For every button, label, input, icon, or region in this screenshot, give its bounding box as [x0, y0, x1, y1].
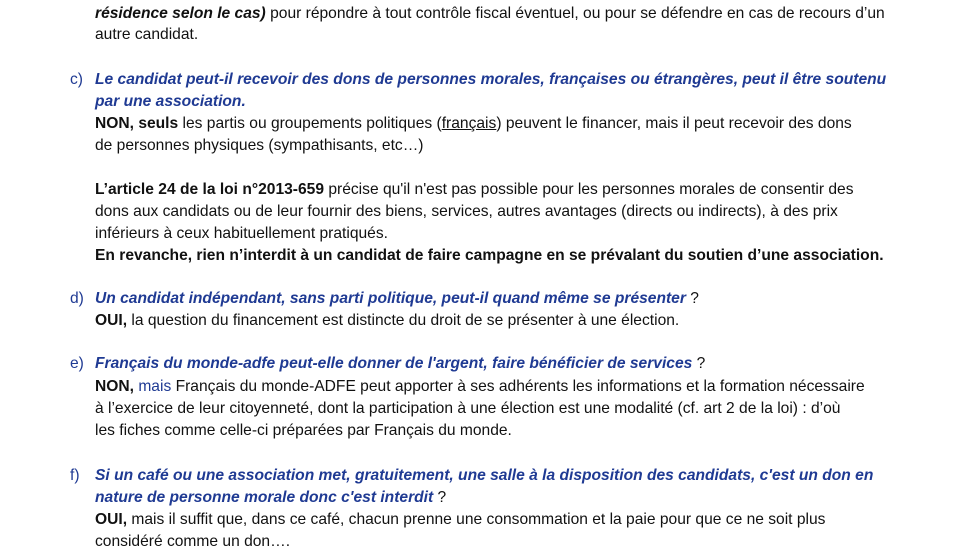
section-e-question: [95, 354, 705, 374]
section-c-article-line-1: [95, 180, 854, 200]
section-c-article-line-2: dons aux candidats ou de leur fournir des biens, services, autres avantages (directs ou indirects), à des prix: [95, 203, 838, 220]
section-c-conclusion: En revanche, rien n’interdit à un candidat de faire campagne en se prévalant du soutien d’une association.: [95, 247, 884, 264]
answer-keyword: OUI,: [95, 511, 128, 528]
intro-text: pour répondre à tout contrôle fiscal éventuel, ou pour se défendre en cas de recours d’un: [265, 5, 885, 22]
section-f-answer-line-2: considéré comme un don….: [95, 533, 291, 550]
question-text: nature de personne morale donc c'est interdit: [95, 489, 434, 506]
section-e-letter: e): [70, 355, 84, 372]
answer-text: mais il suffit que, dans ce café, chacun prenne une consommation et la paie pour que ce ne soit plus: [127, 511, 826, 528]
article-reference: L’article 24 de la loi n°2013-659: [95, 181, 325, 198]
question-text: Un candidat indépendant, sans parti politique, peut-il quand même se présenter: [95, 290, 686, 307]
section-c-question-line-2: par une association.: [95, 93, 246, 110]
section-c-answer-line-1: [95, 114, 852, 134]
section-c-answer-line-2: de personnes physiques (sympathisants, etc…): [95, 137, 424, 154]
section-c-question-line-1: Le candidat peut-il recevoir des dons de personnes morales, françaises ou étrangères, peut il être soutenu: [95, 71, 887, 88]
section-e-answer-line-2: à l’exercice de leur citoyenneté, dont la participation à une élection est une modalité (cf. art 2 de la loi) : d’où: [95, 400, 841, 417]
question-mark: ?: [433, 489, 447, 506]
intro-line-2: autre candidat.: [95, 26, 199, 43]
intro-italic-text: résidence selon le cas): [95, 5, 266, 22]
section-d-letter: d): [70, 290, 84, 307]
answer-keyword: NON, seuls: [95, 115, 179, 132]
section-f-question-line-1: Si un café ou une association met, gratuitement, une salle à la disposition des candidats, c'est un don en: [95, 467, 874, 484]
question-text: Français du monde-adfe peut-elle donner de l'argent, faire bénéficier de services: [95, 355, 693, 372]
intro-line-1: [95, 4, 885, 24]
section-f-answer-line-1: [95, 510, 825, 530]
answer-text-end: ) peuvent le financer, mais il peut recevoir des dons: [496, 115, 852, 132]
answer-keyword: NON,: [95, 378, 134, 395]
question-mark: ?: [685, 290, 699, 307]
answer-text: les partis ou groupements politiques (: [178, 115, 442, 132]
section-c-article-line-3: inférieurs à ceux habituellement pratiqués.: [95, 225, 388, 242]
section-c-letter: c): [70, 71, 83, 88]
underlined-word: français: [441, 115, 497, 132]
section-e-answer-line-3: les fiches comme celle-ci préparées par Français du monde.: [95, 422, 512, 439]
article-text: précise qu'il n'est pas possible pour les personnes morales de consentir des: [324, 181, 854, 198]
section-e-answer-line-1: [95, 377, 865, 397]
answer-blue-word: mais: [133, 378, 172, 395]
section-d-question: [95, 289, 699, 309]
section-d-answer: [95, 311, 679, 331]
answer-text: Français du monde-ADFE peut apporter à ses adhérents les informations et la formation nécessaire: [171, 378, 865, 395]
answer-keyword: OUI,: [95, 312, 128, 329]
question-mark: ?: [692, 355, 706, 372]
section-f-letter: f): [70, 467, 80, 484]
section-f-question-line-2: [95, 488, 446, 508]
answer-text: la question du financement est distincte du droit de se présenter à une élection.: [127, 312, 680, 329]
